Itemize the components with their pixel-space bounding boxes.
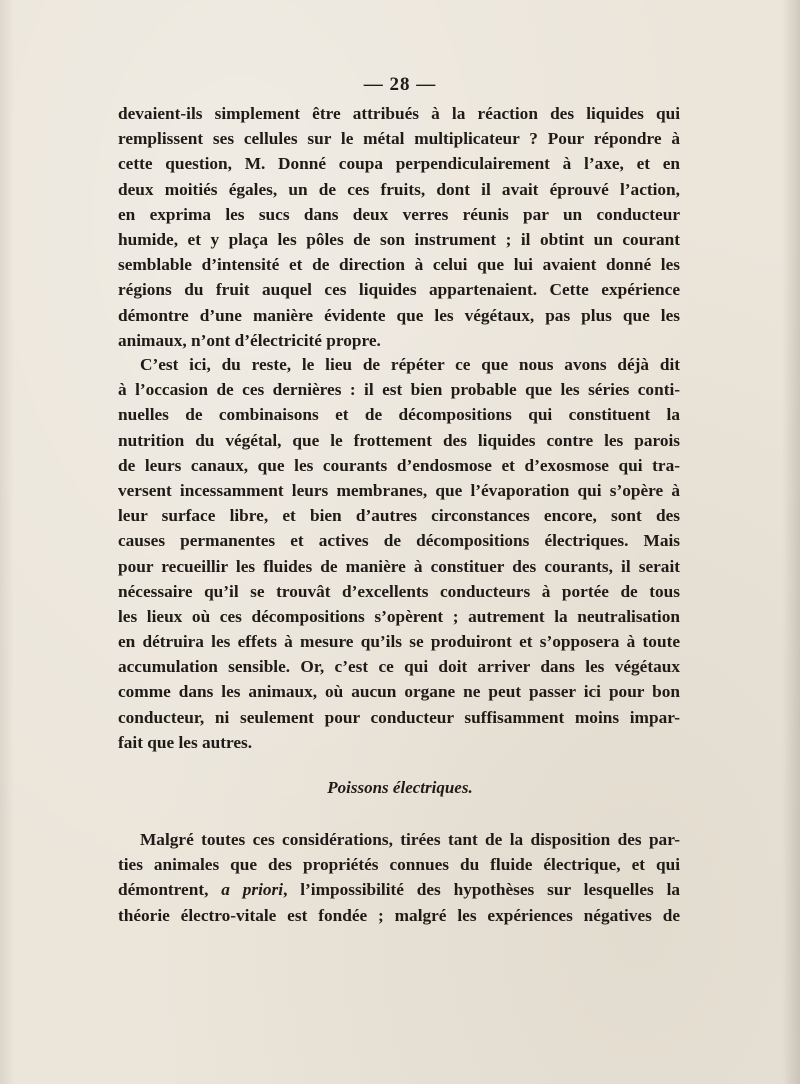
text-line: pour recueillir les fluides de manière à constituer des courants, il serait	[118, 556, 680, 576]
text-line: deux moitiés égales, un de ces fruits, dont il avait éprouvé l’action,	[118, 179, 680, 199]
text-line: causes permanentes et actives de décompositions électriques. Mais	[118, 531, 680, 551]
text-line: régions du fruit auquel ces liquides appartenaient. Cette expérience	[118, 280, 680, 300]
page-right-shadow	[782, 0, 800, 1084]
text-segment: démontrent,	[118, 880, 222, 900]
paragraph-2	[118, 352, 680, 755]
text-line: nuelles de combinaisons et de décompositions qui constituent la	[118, 405, 680, 425]
text-line: théorie électro-vitale est fondée ; malgré les expériences négatives de	[118, 905, 680, 925]
text-line: C’est ici, du reste, le lieu de répéter ce que nous avons déjà dit	[140, 355, 680, 374]
text-line: les lieux où ces décompositions s’opèrent ; autrement la neutralisation	[118, 606, 680, 626]
text-line: accumulation sensible. Or, c’est ce qui doit arriver dans les végétaux	[118, 657, 680, 677]
text-line: leur surface libre, et bien d’autres circonstances encore, sont des	[118, 506, 680, 526]
text-segment: , l’impossibilité des hypothèses sur lesquelles la	[283, 880, 681, 900]
text-line: fait que les autres.	[118, 732, 253, 752]
text-line: Malgré toutes ces considérations, tirées tant de la disposition des par-	[140, 830, 680, 849]
text-line: cette question, M. Donné coupa perpendiculairement à l’axe, et en	[118, 154, 680, 174]
text-line: nécessaire qu’il se trouvât d’excellents conducteurs à portée de tous	[118, 581, 680, 601]
text-line	[118, 877, 680, 902]
paragraph-1	[118, 101, 680, 353]
page-left-shadow	[0, 0, 14, 1084]
text-line: de leurs canaux, que les courants d’endosmose et d’exosmose qui tra-	[118, 455, 680, 475]
text-line: nutrition du végétal, que le frottement des liquides contre les parois	[118, 430, 680, 450]
italic-phrase: a priori	[221, 880, 284, 900]
text-line: semblable d’intensité et de direction à celui que lui avaient donné les	[118, 255, 680, 275]
section-title: Poissons électriques.	[327, 778, 473, 797]
text-line: comme dans les animaux, où aucun organe ne peut passer ici pour bon	[118, 682, 680, 702]
text-line: conducteur, ni seulement pour conducteur suffisamment moins impar-	[118, 707, 680, 727]
text-line: humide, et y plaça les pôles de son instrument ; il obtint un courant	[118, 229, 680, 249]
text-line: en détruira les effets à mesure qu’ils se produiront et s’opposera à toute	[118, 632, 680, 652]
text-line: remplissent ses cellules sur le métal multiplicateur ? Pour répondre à	[118, 129, 680, 149]
text-line: devaient-ils simplement être attribués à la réaction des liquides qui	[118, 104, 680, 123]
text-line: versent incessamment leurs membranes, que l’évaporation qui s’opère à	[118, 480, 680, 500]
text-line: animaux, n’ont d’électricité propre.	[118, 330, 381, 350]
text-line: démontre d’une manière évidente que les végétaux, pas plus que les	[118, 305, 680, 325]
paragraph-3	[118, 827, 680, 928]
text-line: en exprima les sucs dans deux verres réunis par un conducteur	[118, 204, 680, 224]
text-line: à l’occasion de ces dernières : il est bien probable que les séries conti-	[118, 380, 680, 400]
text-line: ties animales que des propriétés connues du fluide électrique, et qui	[118, 855, 680, 875]
page-number: — 28 —	[363, 74, 437, 95]
